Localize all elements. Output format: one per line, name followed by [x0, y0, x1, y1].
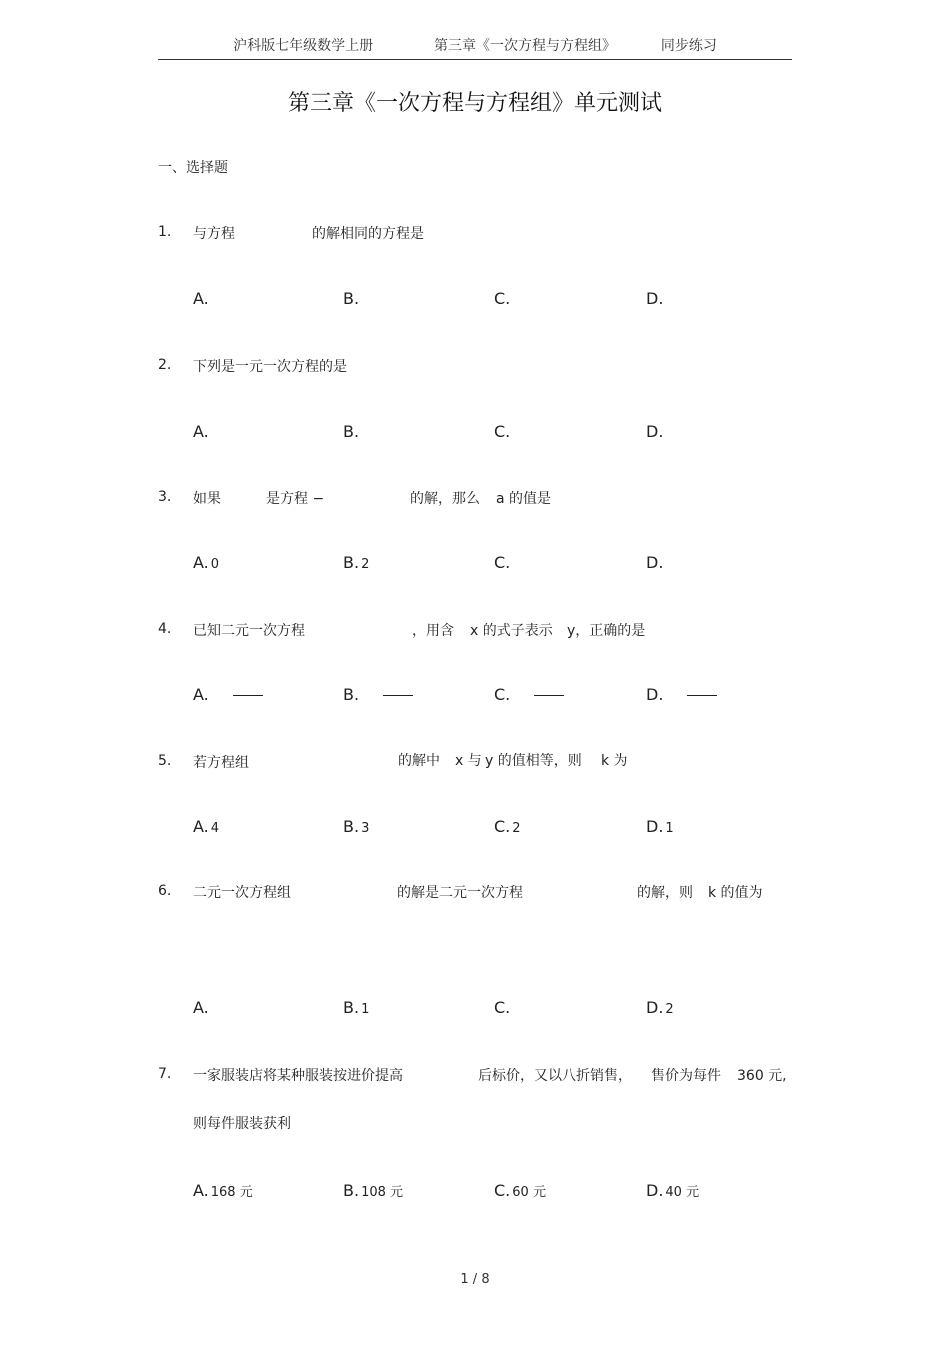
option-b: B. 108 元 [343, 1181, 404, 1200]
header-book: 沪科版七年级数学上册 [233, 38, 374, 54]
question-text: 已知二元一次方程 [193, 623, 305, 639]
question-text: y，正确的是 [567, 623, 646, 639]
question-text: 是方程 − [266, 491, 325, 507]
option-c: C. [494, 685, 564, 704]
question-text: ，用含 [412, 623, 454, 639]
question-text: 后标价，又以八折销售， [478, 1068, 632, 1084]
question-text: x 的式子表示 [470, 623, 553, 639]
question-text: 360 元, [737, 1068, 787, 1084]
fraction-bar [383, 695, 413, 696]
option-b: B. [343, 685, 413, 704]
question-text: 一家服装店将某种服装按进价提高 [193, 1068, 403, 1084]
question-text: x 与 [455, 753, 482, 769]
question-text: y 的值相等，则 [485, 753, 582, 769]
option-c: C. 2 [494, 817, 521, 836]
option-c: C. [494, 422, 511, 441]
document-title: 第三章《一次方程与方程组》单元测试 [287, 91, 662, 116]
question-text: 如果 [193, 491, 221, 507]
option-b: B. 1 [343, 998, 370, 1017]
option-a: A. [193, 685, 263, 704]
question-text-line2: 则每件服装获利 [193, 1116, 291, 1132]
question-text: 的解相同的方程是 [312, 226, 424, 242]
option-c: C. [494, 553, 511, 572]
section-heading: 一、选择题 [158, 160, 228, 176]
question-number: 5. [158, 753, 172, 769]
question-text: 售价为每件 [651, 1068, 721, 1084]
question-number: 1. [158, 224, 172, 240]
option-a: A. 4 [193, 817, 220, 836]
option-d: D. [646, 685, 717, 704]
question-text: 的解，则 [637, 885, 693, 901]
page-header [0, 35, 950, 55]
question-number: 3. [158, 489, 172, 505]
question-text: 的解，那么 [410, 491, 480, 507]
question-text: 与方程 [193, 226, 235, 242]
page-number: 1 / 8 [460, 1272, 490, 1287]
option-b: B. [343, 422, 360, 441]
header-practice: 同步练习 [660, 38, 717, 54]
question-text: a 的值是 [496, 491, 552, 507]
option-b: B. [343, 289, 360, 308]
header-rule [158, 59, 792, 60]
option-c: C. [494, 998, 511, 1017]
option-a: A. [193, 998, 209, 1017]
option-d: D. [646, 289, 664, 308]
question-text: 若方程组 [193, 755, 249, 771]
option-c: C. 60 元 [494, 1181, 546, 1200]
question-number: 2. [158, 357, 172, 373]
option-a: A. [193, 422, 209, 441]
fraction-bar [534, 695, 564, 696]
option-d: D. 40 元 [646, 1181, 700, 1200]
question-text: k 为 [601, 753, 628, 769]
question-number: 6. [158, 883, 172, 899]
fraction-bar [233, 695, 263, 696]
question-text: 二元一次方程组 [193, 885, 291, 901]
option-a: A. [193, 289, 209, 308]
question-text: 的解中 [398, 753, 440, 769]
option-b: B. 3 [343, 817, 370, 836]
question-text: 下列是一元一次方程的是 [193, 359, 347, 375]
option-d: D. 1 [646, 817, 674, 836]
option-b: B. 2 [343, 553, 370, 572]
question-number: 7. [158, 1066, 172, 1082]
option-d: D. [646, 422, 664, 441]
question-number: 4. [158, 621, 172, 637]
option-d: D. [646, 553, 664, 572]
option-a: A. 168 元 [193, 1181, 253, 1200]
header-chapter: 第三章《一次方程与方程组》 [434, 38, 616, 54]
question-text: 的解是二元一次方程 [397, 885, 523, 901]
option-c: C. [494, 289, 511, 308]
question-text: k 的值为 [708, 885, 763, 901]
fraction-bar [687, 695, 717, 696]
option-a: A. 0 [193, 553, 220, 572]
option-d: D. 2 [646, 998, 674, 1017]
